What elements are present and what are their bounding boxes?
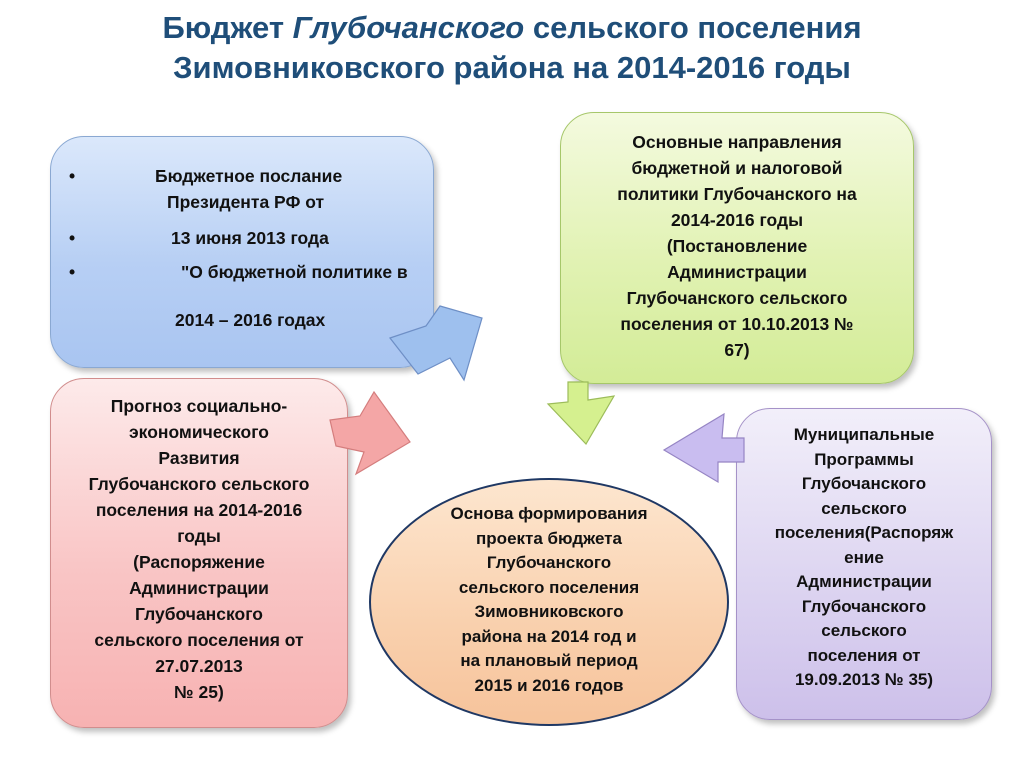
- text-line: поселения(Распоряж: [774, 523, 954, 542]
- text-line: Глубочанского сельского: [626, 288, 848, 308]
- text-line: Администрации: [796, 572, 932, 591]
- municipal-programs-box: [736, 408, 992, 720]
- text-line: 2014-2016 годы: [670, 210, 804, 230]
- text-line: 2015 и 2016 годов: [474, 675, 624, 695]
- page-title: [0, 8, 1024, 88]
- purple-arrow-icon: [660, 404, 750, 484]
- green-arrow-icon: [540, 378, 620, 448]
- economic-forecast-box: [50, 378, 348, 728]
- text-line: проекта бюджета: [476, 528, 622, 548]
- text-line: Глубочанского: [801, 474, 927, 493]
- title-line-1: Бюджет Глубочанского сельского поселения: [162, 10, 862, 45]
- title-italic-name: Глубочанского: [292, 10, 525, 45]
- text-line: Прогноз социально-: [110, 396, 288, 416]
- municipal-programs-text: [749, 423, 979, 693]
- text-line: Основные направления: [632, 132, 842, 152]
- budget-basis-text: [441, 502, 657, 698]
- budget-basis-ellipse: [369, 478, 729, 726]
- text-line: поселения от 10.10.2013 №: [620, 314, 854, 334]
- list-item: • Бюджетное послание Президента РФ от: [115, 163, 413, 215]
- text-line: 67): [724, 340, 750, 360]
- text-line: Администрации: [129, 578, 269, 598]
- list-item: • "О бюджетной политике в: [115, 259, 413, 285]
- text-line: поселения на 2014-2016: [95, 500, 303, 520]
- text-line: Развития: [158, 448, 240, 468]
- text-line: Муниципальные: [793, 425, 935, 444]
- text-line: на плановый период: [460, 651, 638, 670]
- text-line: Глубочанского: [135, 604, 263, 624]
- budget-message-list: [115, 163, 413, 285]
- policy-directions-text: [591, 129, 883, 363]
- blue-arrow-icon: [388, 292, 488, 392]
- text-line: Программы: [814, 449, 914, 469]
- text-line: (Постановление: [666, 236, 808, 256]
- text-line: ение: [844, 547, 884, 567]
- text-line: Зимовниковского: [474, 602, 624, 621]
- policy-directions-box: [560, 112, 914, 384]
- text-line: сельского: [821, 621, 907, 640]
- title-line-2: Зимовниковского района на 2014-2016 годы: [173, 50, 851, 85]
- red-arrow-icon: [328, 388, 418, 478]
- text-line: политики Глубочанского на: [617, 184, 857, 204]
- text-line: Глубочанского: [486, 553, 612, 572]
- text-line: Основа формирования: [450, 504, 648, 523]
- budget-message-tail: 2014 – 2016 годах: [175, 310, 326, 330]
- text-line: сельского поселения от: [94, 630, 304, 650]
- text-line: района на 2014 год и: [461, 626, 637, 646]
- text-line: 27.07.2013: [155, 656, 243, 676]
- text-line: (Распоряжение: [133, 552, 265, 572]
- text-line: Глубочанского сельского: [88, 474, 310, 494]
- text-line: сельского: [821, 498, 907, 518]
- budget-message-box: [50, 136, 434, 368]
- economic-forecast-text: [65, 393, 333, 705]
- text-line: экономического: [129, 422, 269, 442]
- text-line: Глубочанского: [801, 596, 927, 616]
- text-line: бюджетной и налоговой: [631, 158, 843, 178]
- text-line: 19.09.2013 № 35): [794, 670, 934, 689]
- text-line: № 25): [174, 682, 224, 702]
- list-item: • 13 июня 2013 года: [115, 225, 413, 251]
- text-line: Администрации: [667, 262, 807, 282]
- text-line: сельского поселения: [458, 577, 640, 597]
- text-line: поселения от: [807, 645, 921, 665]
- text-line: годы: [177, 526, 221, 546]
